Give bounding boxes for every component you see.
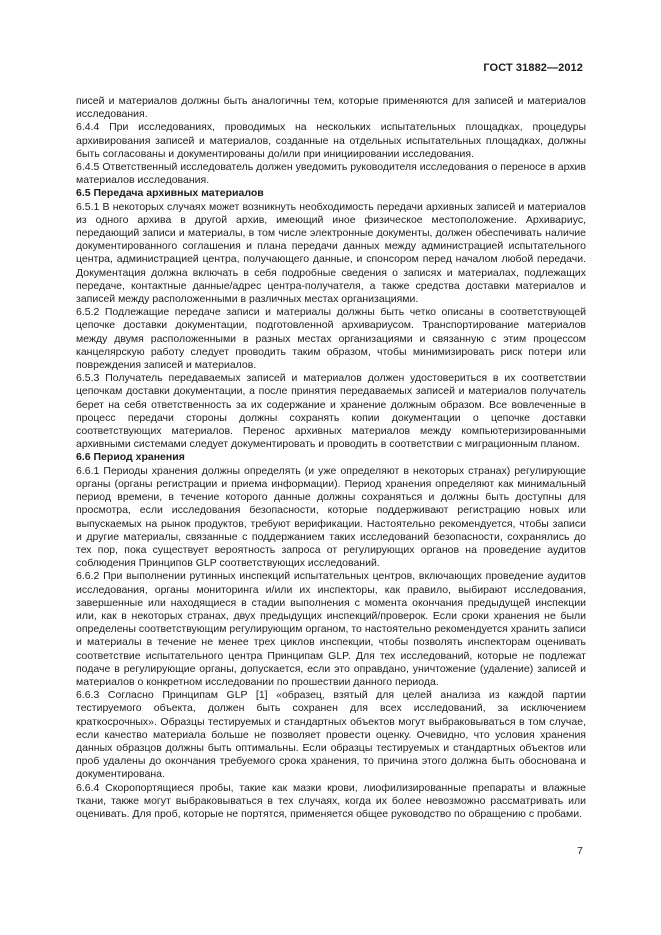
paragraph-6-6-4: 6.6.4 Скоропортящиеся пробы, такие как мазки крови, лиофилизированные препараты и влажные ткани, также могут выбраковываться в тех случаях, когда их более невозможно рассматривать или оценивать. Для проб, которые не портятся, применяется общее руководство по обращению с пробами.	[76, 781, 586, 820]
paragraph-6-6-3: 6.6.3 Согласно Принципам GLP [1] «образец, взятый для целей анализа из каждой партии тестируемого объекта, должен быть сохранен для всех исследований, за исключением краткосрочных». Образцы тестируемых и стандартных объектов могут выбраковываться в том случае, если качество материала больше не позволяет провести оценку. Очевидно, что условия хранения данных образцов должны быть оптимальны. Если образцы тестируемых и стандартных объектов или проб удалены до окончания требуемого срока хранения, то причина этого должна быть обоснована и документирована.	[76, 689, 586, 781]
paragraph-6-5-2: 6.5.2 Подлежащие передаче записи и материалы должны быть четко описаны в соответствующей цепочке доставки документации, подготовленной архивариусом. Транспортирование материалов между двумя расположенными в разных местах организациями и связанную с этим процессом канцелярскую работу следует проводить таким образом, чтобы минимизировать риск потери или повреждения записей и материалов.	[76, 306, 586, 372]
standard-header: ГОСТ 31882—2012	[483, 62, 583, 74]
section-title-6-5: 6.5 Передача архивных материалов	[76, 187, 264, 200]
paragraph-6-4-4: 6.4.4 При исследованиях, проводимых на нескольких испытательных площадках, процедуры архивирования записей и материалов, созданные на отдельных испытательных площадках, должны быть согласованы и документированы до/или при инициировании исследования.	[76, 121, 586, 160]
paragraph-continuation: писей и материалов должны быть аналогичны тем, которые применяются для записей и материалов исследования.	[76, 95, 586, 121]
paragraph-6-4-5: 6.4.5 Ответственный исследователь должен уведомить руководителя исследования о переносе в архив материалов исследования.	[76, 161, 586, 187]
section-title-6-6: 6.6 Период хранения	[76, 451, 185, 464]
page-number: 7	[577, 845, 583, 857]
paragraph-6-6-2: 6.6.2 При выполнении рутинных инспекций испытательных центров, включающих проведение аудитов исследования, органы мониторинга и/или их инспекторы, как правило, выбирают исследования, завершенные или находящиеся в стадии выполнения с момента окончания предыдущей инспекции или, как в некоторых странах, двух предыдущих инспекций/проверок. Если сроки хранения не были определены соответствующим регулирующим органом, то настоятельно рекомендуется хранить записи и материалы в течение не менее трех циклов инспекции, чтобы позволять инспекторам оценивать соответствие испытательного центра Принципам GLP. Для тех исследований, которые не подлежат подаче в регулирующие органы, допускается, если это оправдано, уничтожение (удаление) записей и материалов о конкретном исследовании по прошествии данного периода.	[76, 570, 586, 688]
paragraph-6-5-1: 6.5.1 В некоторых случаях может возникнуть необходимость передачи архивных записей и материалов из одного архива в другой архив, имеющий иное физическое местоположение. Архивариус, передающий записи и материалы, в том числе электронные документы, должен обеспечивать наличие документированного соглашения и плана передачи данных между администрацией испытательного центра, администрацией центра, получающего данные, и спонсором перед началом любой передачи. Документация должна включать в себя подробные сведения о записях и материалах, подлежащих передаче, контактные данные/адрес центра-получателя, а также средства доставки материалов и записей между расположенными в различных местах организациями.	[76, 200, 586, 306]
document-body	[76, 95, 586, 821]
paragraph-6-5-3: 6.5.3 Получатель передаваемых записей и материалов должен удостовериться в их соответствии цепочкам доставки документации, а после принятия передаваемых записей и материалов получатель берет на себя ответственность за их содержание и хранение должным образом. Все вовлеченные в процесс передачи стороны должны сохранять копии документации о цепочке доставки соответствующих материалов. Перенос архивных материалов между компьютеризированными архивными системами следует документировать и проводить в соответствии с миграционным планом.	[76, 372, 586, 451]
paragraph-6-6-1: 6.6.1 Периоды хранения должны определять (и уже определяют в некоторых странах) регулирующие органы (органы регистрации и приема информации). Период хранения определяют как минимальный период времени, в течение которого данные должны сохраняться и должны быть доступны для просмотра, если исследования безопасности, которые поддерживают регистрацию новых или выпускаемых на рынок продуктов, требуют верификации. Настоятельно рекомендуется, чтобы записи и другие материалы, связанные с поддержанием таких исследований безопасности, сохранялись до тех пор, пока существует вероятность запроса от регулирующих органов на проведение аудитов соблюдения Принципов GLP соответствующих исследований.	[76, 464, 586, 570]
